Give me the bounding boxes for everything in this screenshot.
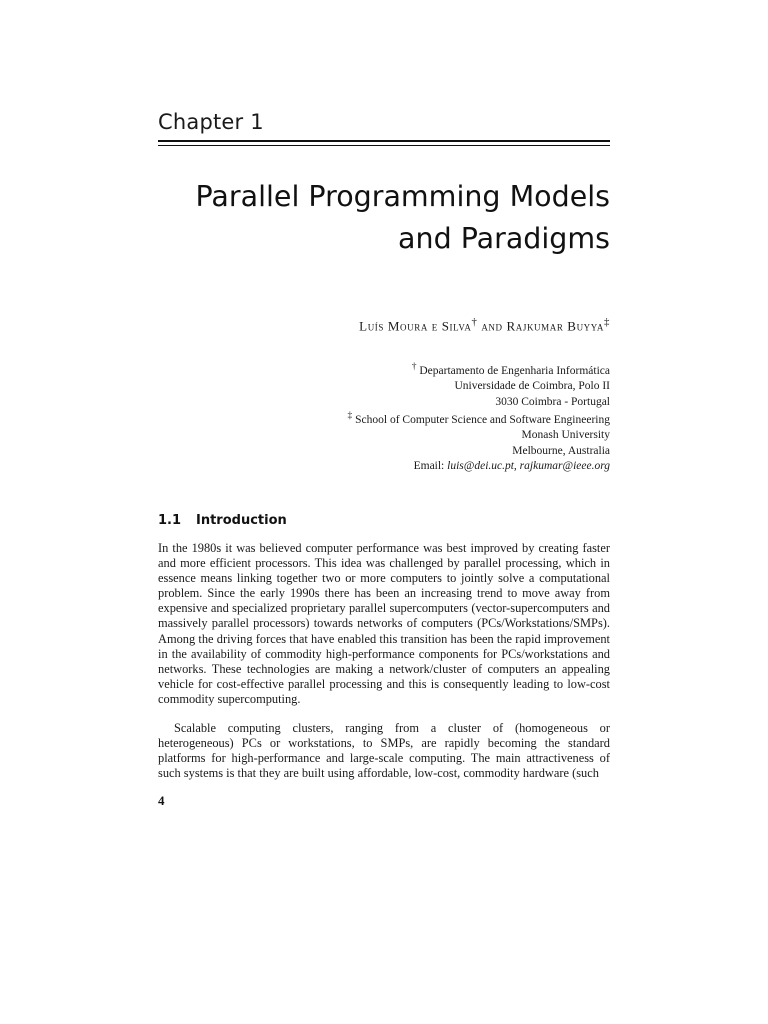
- email-line: [414, 460, 610, 472]
- chapter-title: [158, 176, 610, 260]
- affiliation-block-1: [158, 359, 610, 410]
- affiliation-2-school: School of Computer Science and Software Engineering: [355, 413, 610, 426]
- body-paragraph-1: In the 1980s it was believed computer performance was best improved by creating faster and more efficient processors. This idea was challenged by parallel processing, which in essence means linking together two or more computers to jointly solve a computational problem. Since the early 1990s there has been an increasing trend to move away from expensive and specialized proprietary parallel supercomputers (vector-supercomputers and massively parallel processors) towards networks of computers (PCs/Workstations/SMPs). Among the driving forces that have enabled this transition has been the rapid improvement in the availability of commodity high-performance components for PCs/workstations and networks. These technologies are making a network/cluster of computers an appealing vehicle for cost-effective parallel processing and this is consequently leading to low-cost commodity supercomputing.: [158, 541, 610, 706]
- affiliation-block-2: [158, 408, 610, 459]
- author-2-marker: ‡: [603, 316, 610, 328]
- affiliation-2-marker: ‡: [347, 410, 353, 421]
- chapter-rule: [158, 140, 610, 142]
- affiliation-2-line-3: Melbourne, Australia: [512, 444, 610, 457]
- section-title: Introduction: [196, 513, 287, 528]
- email-label: Email:: [413, 460, 445, 472]
- author-1-marker: †: [471, 316, 478, 328]
- section-number: 1.1: [158, 513, 182, 528]
- affiliation-1-line-1: [158, 359, 610, 379]
- affiliation-1-line-2: Universidade de Coimbra, Polo II: [454, 380, 610, 393]
- chapter-title-line-2: and Paradigms: [398, 222, 610, 255]
- affiliation-2-line-2: Monash University: [521, 429, 610, 442]
- affiliation-1-line-3: 3030 Coimbra - Portugal: [495, 395, 610, 408]
- page-number: 4: [158, 793, 165, 808]
- author-2-name: Rajkumar Buyya: [506, 318, 604, 334]
- affiliation-2-line-1: [158, 408, 610, 428]
- chapter-title-line-1: Parallel Programming Models: [195, 180, 610, 213]
- author-1-name: Luís Moura e Silva: [359, 318, 472, 334]
- email-addresses: luis@dei.uc.pt, rajkumar@ieee.org: [447, 460, 610, 472]
- author-line: [359, 316, 610, 334]
- chapter-label: Chapter 1: [158, 110, 264, 134]
- affiliation-1-department: Departamento de Engenharia Informática: [419, 364, 610, 377]
- body-paragraph-2: Scalable computing clusters, ranging from a cluster of (homogeneous or heterogeneous) PCs or workstations, to SMPs, are rapidly becoming the standard platforms for high-performance and large-scale computing. The main attractiveness of such systems is that they are built using affordable, low-cost, commodity hardware (such: [158, 721, 610, 781]
- author-conjunction: and: [477, 318, 507, 334]
- book-page: [158, 0, 610, 1024]
- affiliation-1-marker: †: [411, 361, 417, 372]
- chapter-rule-secondary: [158, 145, 610, 146]
- section-heading: [158, 513, 287, 528]
